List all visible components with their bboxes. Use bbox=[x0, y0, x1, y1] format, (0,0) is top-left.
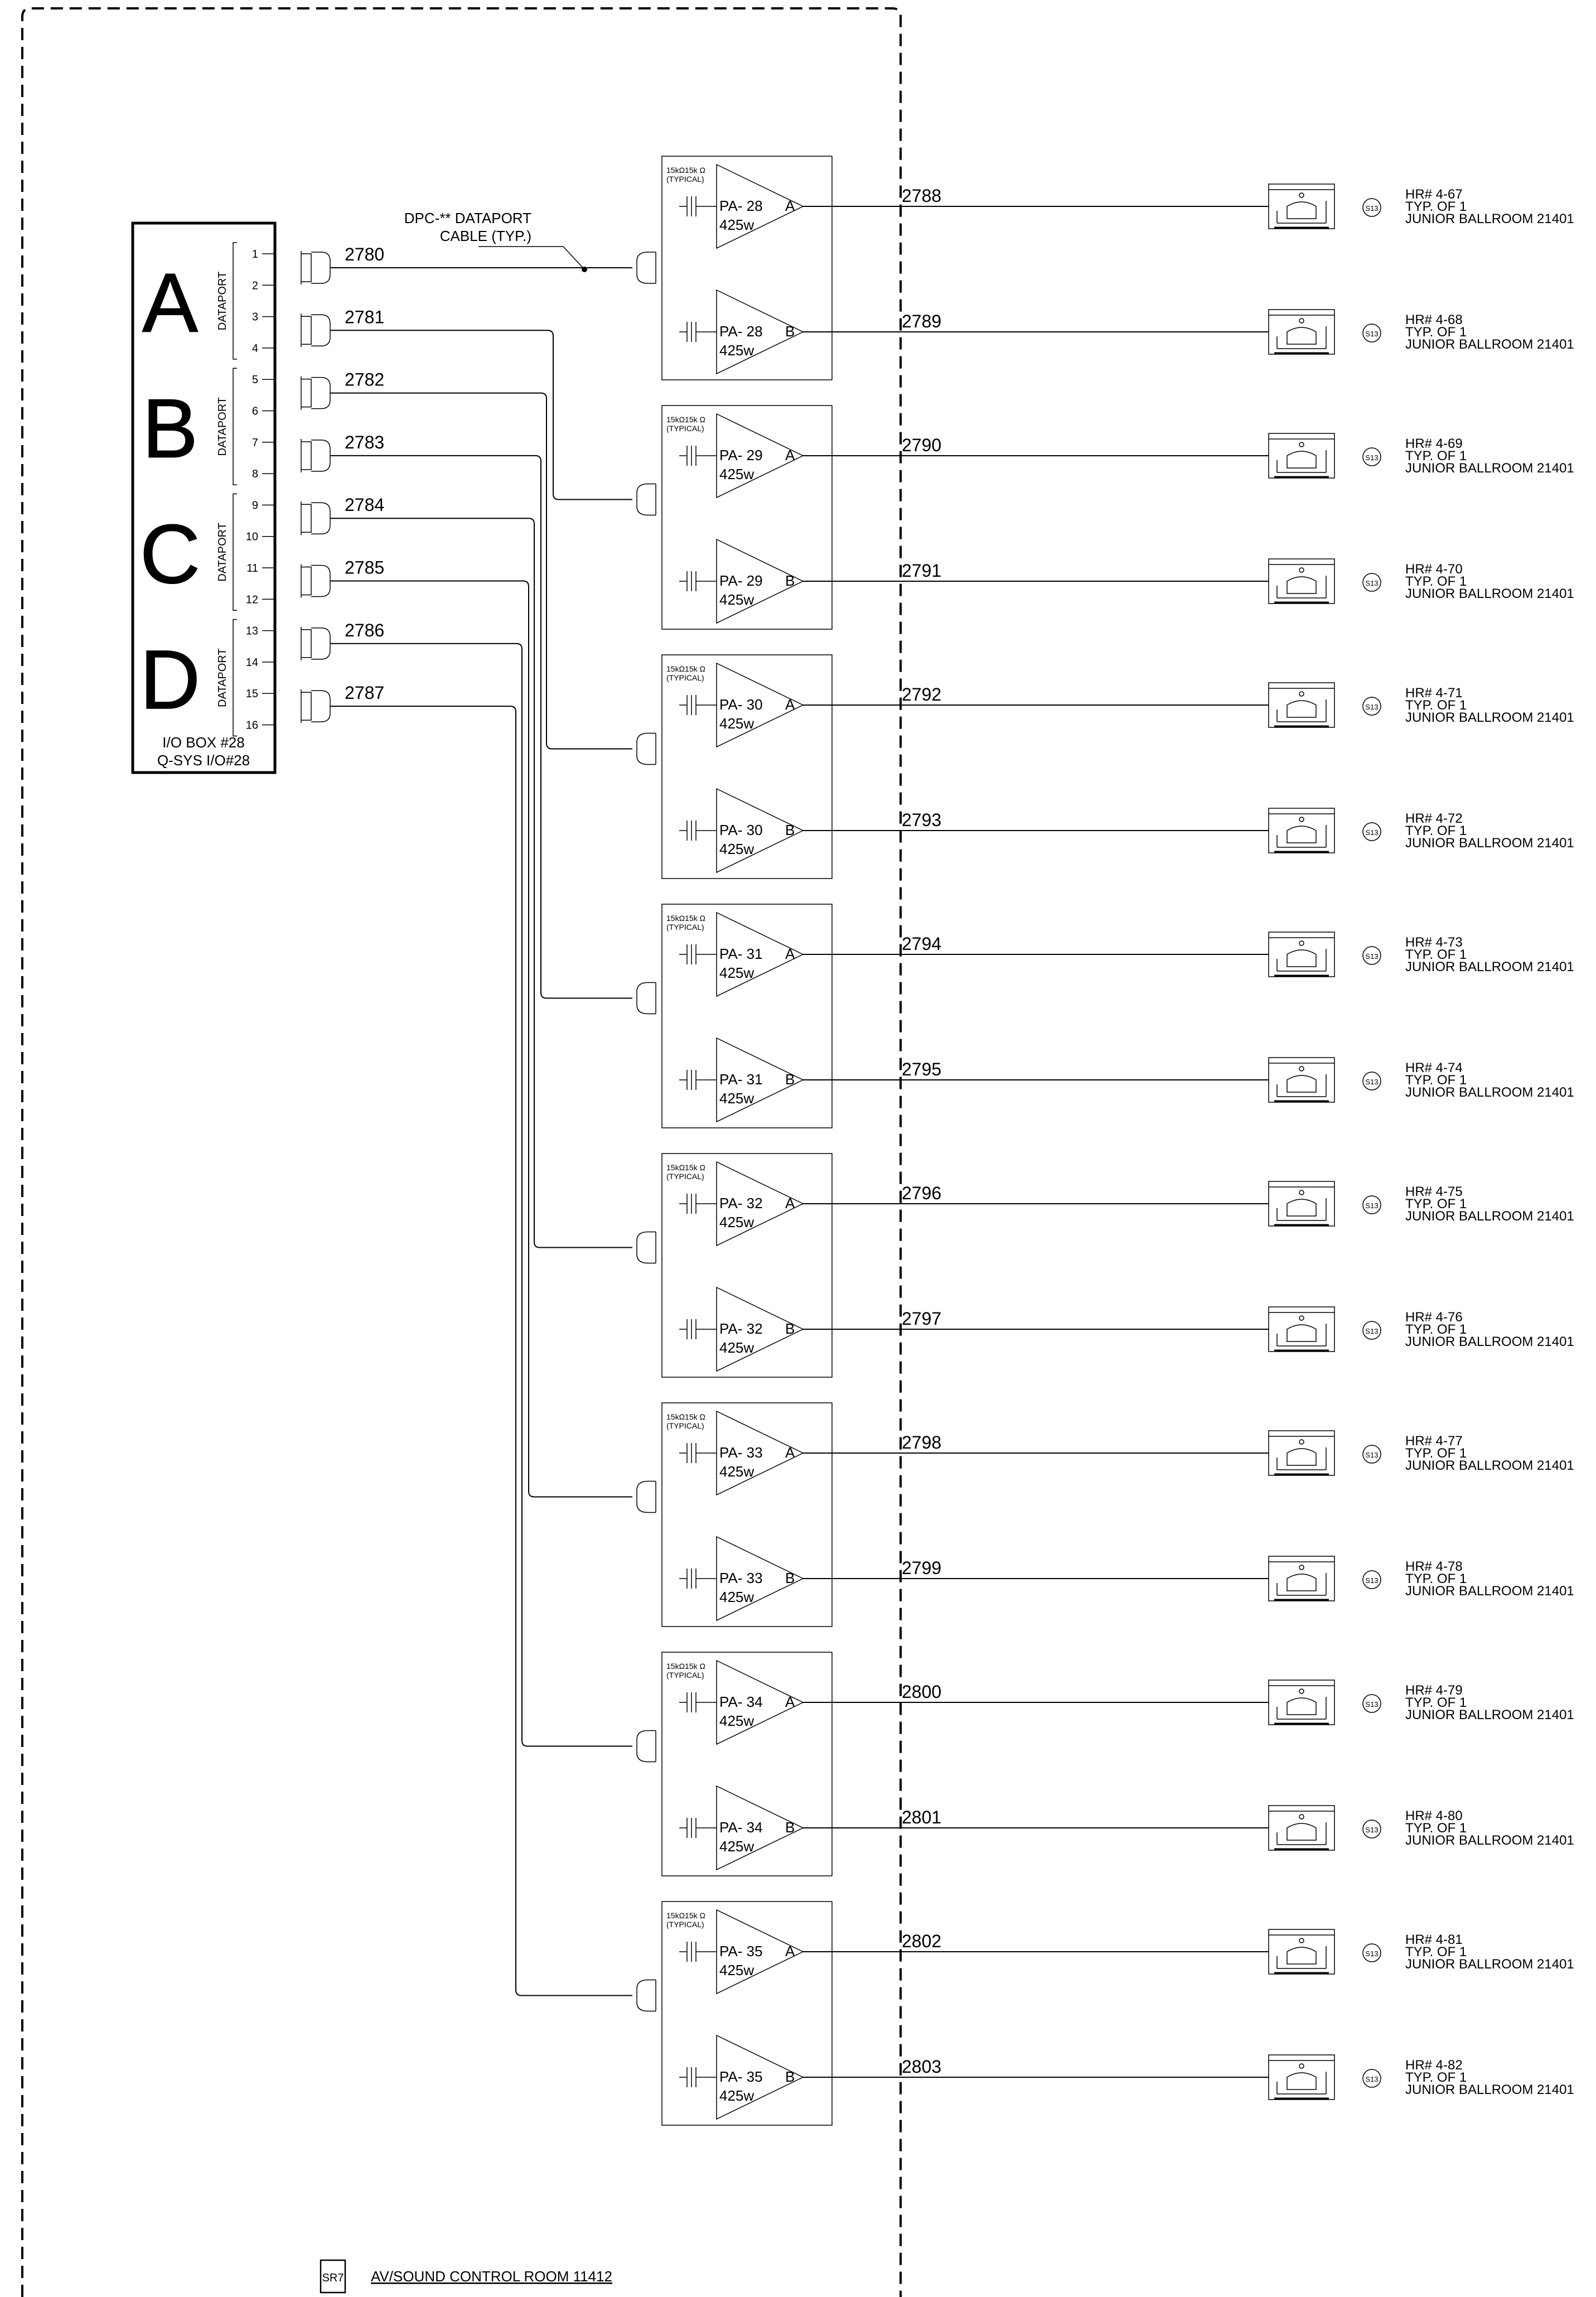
speaker-location: JUNIOR BALLROOM 21401 bbox=[1405, 1209, 1574, 1224]
speaker-hr-number: HR# 4-69 bbox=[1405, 436, 1463, 451]
amp-channel-letter: A bbox=[785, 1943, 795, 1960]
input-cable-number: 2782 bbox=[345, 369, 385, 390]
speaker-typ: TYP. OF 1 bbox=[1405, 574, 1467, 589]
speaker-output bbox=[803, 433, 1574, 478]
amp-impedance-note: (TYPICAL) bbox=[666, 1920, 704, 1929]
transformer-icon bbox=[679, 1569, 717, 1589]
amp-name: PA- 32 bbox=[719, 1195, 763, 1212]
control-room-boundary bbox=[22, 8, 901, 2297]
io-letter-c: C bbox=[139, 506, 201, 601]
amp-impedance: 15kΩ15k Ω bbox=[666, 166, 705, 175]
amp-name: PA- 28 bbox=[719, 323, 763, 340]
transformer-icon bbox=[679, 1942, 717, 1962]
input-cable-wire bbox=[330, 706, 632, 1995]
ceiling-speaker-icon bbox=[1269, 683, 1334, 727]
speaker-symbol-text: S13 bbox=[1365, 952, 1379, 961]
speaker-symbol-text: S13 bbox=[1365, 330, 1379, 338]
amp-power: 425w bbox=[719, 2087, 755, 2104]
amp-channel bbox=[679, 1537, 803, 1620]
amp-name: PA- 34 bbox=[719, 1819, 763, 1836]
amplifier-unit bbox=[662, 1902, 832, 2125]
amp-impedance-note: (TYPICAL) bbox=[666, 175, 704, 184]
amp-impedance-note: (TYPICAL) bbox=[666, 1172, 704, 1181]
connector-icon bbox=[637, 252, 656, 283]
amp-name: PA- 31 bbox=[719, 1071, 763, 1088]
speaker-cable-number: 2788 bbox=[902, 186, 942, 206]
io-pin-number: 11 bbox=[246, 562, 258, 575]
amp-power: 425w bbox=[719, 1090, 755, 1107]
input-cable-number: 2786 bbox=[345, 620, 385, 640]
amp-channel-letter: A bbox=[785, 197, 795, 214]
io-pin-number: 6 bbox=[252, 405, 258, 418]
amp-name: PA- 33 bbox=[719, 1444, 763, 1461]
connector-icon bbox=[637, 1980, 656, 2011]
input-cable-number: 2783 bbox=[345, 432, 385, 452]
speaker-cable-number: 2795 bbox=[902, 1059, 942, 1079]
speaker-symbol-text: S13 bbox=[1365, 1576, 1379, 1585]
amp-impedance-note: (TYPICAL) bbox=[666, 923, 704, 932]
input-cable-wire bbox=[330, 456, 632, 998]
amp-power: 425w bbox=[719, 1712, 755, 1729]
speaker-output bbox=[803, 1806, 1574, 1850]
input-cable-wire bbox=[330, 644, 632, 1746]
speaker-symbol-text: S13 bbox=[1365, 204, 1379, 213]
speaker-location: JUNIOR BALLROOM 21401 bbox=[1405, 211, 1574, 226]
amp-channel bbox=[679, 290, 803, 374]
connector-icon bbox=[301, 439, 330, 472]
speaker-hr-number: HR# 4-76 bbox=[1405, 1310, 1463, 1325]
speaker-hr-number: HR# 4-81 bbox=[1405, 1932, 1463, 1947]
transformer-icon bbox=[679, 695, 717, 715]
amp-impedance-note: (TYPICAL) bbox=[666, 1421, 704, 1430]
connector-icon bbox=[637, 1232, 656, 1263]
io-pin-number: 10 bbox=[245, 530, 258, 543]
amp-impedance: 15kΩ15k Ω bbox=[666, 914, 705, 923]
speaker-hr-number: HR# 4-75 bbox=[1405, 1184, 1463, 1199]
amp-impedance: 15kΩ15k Ω bbox=[666, 1163, 705, 1172]
ceiling-speaker-icon bbox=[1269, 1181, 1334, 1226]
amp-impedance: 15kΩ15k Ω bbox=[666, 1911, 705, 1920]
speaker-cable-number: 2796 bbox=[902, 1183, 942, 1203]
dataport-bracket bbox=[233, 243, 237, 359]
amp-channel-letter: B bbox=[785, 1320, 795, 1337]
ceiling-speaker-icon bbox=[1269, 1058, 1334, 1102]
dataport-bracket bbox=[233, 494, 237, 610]
amplifier-unit bbox=[662, 1403, 832, 1627]
amp-channel-letter: B bbox=[785, 323, 795, 340]
speaker-symbol-text: S13 bbox=[1365, 1826, 1379, 1834]
amp-impedance: 15kΩ15k Ω bbox=[666, 1662, 705, 1671]
speaker-cable-number: 2797 bbox=[902, 1309, 942, 1329]
io-pin-number: 14 bbox=[245, 656, 258, 669]
speaker-output bbox=[803, 1307, 1574, 1352]
ceiling-speaker-icon bbox=[1269, 2055, 1334, 2100]
speaker-symbol-text: S13 bbox=[1365, 828, 1379, 837]
transformer-icon bbox=[679, 1070, 717, 1090]
speaker-output bbox=[803, 1431, 1574, 1475]
io-box-pin-list bbox=[246, 248, 275, 732]
speaker-typ: TYP. OF 1 bbox=[1405, 1821, 1467, 1836]
ceiling-speaker-icon bbox=[1269, 1929, 1334, 1974]
transformer-icon bbox=[679, 2067, 717, 2087]
speaker-symbol-text: S13 bbox=[1365, 1078, 1379, 1086]
dataport-label: DATAPORT bbox=[216, 397, 229, 456]
transformer-icon bbox=[679, 1443, 717, 1463]
speaker-output bbox=[803, 1929, 1574, 1974]
speaker-cable-number: 2798 bbox=[902, 1432, 942, 1452]
amp-name: PA- 30 bbox=[719, 822, 763, 838]
speaker-symbol-text: S13 bbox=[1365, 2075, 1379, 2083]
io-pin-number: 8 bbox=[252, 468, 258, 481]
amp-name: PA- 28 bbox=[719, 197, 763, 214]
speaker-cable-number: 2802 bbox=[902, 1931, 942, 1951]
speaker-typ: TYP. OF 1 bbox=[1405, 698, 1467, 713]
amp-channel bbox=[679, 1287, 803, 1371]
amp-name: PA- 32 bbox=[719, 1320, 763, 1337]
io-letter-d: D bbox=[139, 633, 201, 727]
speaker-output bbox=[803, 1058, 1574, 1102]
io-box-port-letters bbox=[140, 243, 237, 736]
speaker-hr-number: HR# 4-72 bbox=[1405, 811, 1463, 826]
amp-channel-letter: B bbox=[785, 822, 795, 838]
room-label: AV/SOUND CONTROL ROOM 11412 bbox=[371, 2268, 612, 2285]
io-pin-number: 7 bbox=[252, 436, 258, 449]
connector-icon bbox=[301, 251, 330, 284]
transformer-icon bbox=[679, 196, 717, 216]
speaker-hr-number: HR# 4-67 bbox=[1405, 187, 1463, 202]
speaker-cable-number: 2789 bbox=[902, 311, 942, 331]
speaker-output bbox=[803, 559, 1574, 604]
ceiling-speaker-icon bbox=[1269, 1307, 1334, 1352]
speaker-cable-number: 2790 bbox=[902, 435, 942, 455]
amp-channel-letter: B bbox=[785, 1071, 795, 1088]
io-pin-number: 15 bbox=[245, 688, 258, 701]
speaker-outputs bbox=[803, 184, 1574, 2100]
transformer-icon bbox=[679, 944, 717, 964]
input-cable-number: 2785 bbox=[345, 557, 385, 578]
amp-power: 425w bbox=[719, 342, 755, 359]
connector-icon bbox=[637, 1731, 656, 1762]
speaker-location: JUNIOR BALLROOM 21401 bbox=[1405, 586, 1574, 601]
speaker-typ: TYP. OF 1 bbox=[1405, 325, 1467, 340]
speaker-output bbox=[803, 932, 1574, 977]
amp-name: PA- 29 bbox=[719, 572, 763, 589]
speaker-output bbox=[803, 184, 1574, 229]
io-pin-number: 9 bbox=[252, 499, 258, 512]
connector-icon bbox=[637, 484, 656, 515]
speaker-typ: TYP. OF 1 bbox=[1405, 1446, 1467, 1461]
speaker-cable-number: 2803 bbox=[902, 2057, 942, 2077]
speaker-location: JUNIOR BALLROOM 21401 bbox=[1405, 1085, 1574, 1100]
speaker-output bbox=[803, 310, 1574, 354]
amp-power: 425w bbox=[719, 1339, 755, 1356]
speaker-location: JUNIOR BALLROOM 21401 bbox=[1405, 461, 1574, 476]
transformer-icon bbox=[679, 446, 717, 466]
io-pin-number: 2 bbox=[252, 279, 258, 292]
speaker-typ: TYP. OF 1 bbox=[1405, 1944, 1467, 1960]
speaker-hr-number: HR# 4-78 bbox=[1405, 1559, 1463, 1574]
speaker-typ: TYP. OF 1 bbox=[1405, 1073, 1467, 1088]
ceiling-speaker-icon bbox=[1269, 310, 1334, 354]
room-tag: SR7 bbox=[322, 2272, 344, 2284]
ceiling-speaker-icon bbox=[1269, 1680, 1334, 1725]
amplifier-unit bbox=[662, 1154, 832, 1377]
io-pin-number: 16 bbox=[245, 719, 258, 732]
amp-channel-letter: A bbox=[785, 945, 795, 962]
connector-icon bbox=[301, 564, 330, 598]
speaker-typ: TYP. OF 1 bbox=[1405, 1571, 1467, 1586]
speaker-typ: TYP. OF 1 bbox=[1405, 2070, 1467, 2085]
amp-channel bbox=[679, 2035, 803, 2119]
amp-channel-letter: A bbox=[785, 1444, 795, 1461]
speaker-hr-number: HR# 4-68 bbox=[1405, 312, 1463, 327]
amp-power: 425w bbox=[719, 841, 755, 857]
amp-power: 425w bbox=[719, 591, 755, 608]
amplifier-unit bbox=[662, 156, 832, 380]
io-box-name-line2: Q-SYS I/O#28 bbox=[157, 752, 250, 769]
callout-line1: DPC-** DATAPORT bbox=[404, 210, 531, 226]
speaker-typ: TYP. OF 1 bbox=[1405, 1196, 1467, 1212]
speaker-location: JUNIOR BALLROOM 21401 bbox=[1405, 1334, 1574, 1349]
speaker-location: JUNIOR BALLROOM 21401 bbox=[1405, 2082, 1574, 2097]
callout-leader bbox=[478, 247, 584, 269]
io-pin-number: 12 bbox=[245, 593, 258, 606]
input-cable-number: 2780 bbox=[345, 244, 385, 264]
speaker-output bbox=[803, 1181, 1574, 1226]
amp-channel-letter: A bbox=[785, 1195, 795, 1212]
transformer-icon bbox=[679, 571, 717, 591]
amplifier-unit bbox=[662, 655, 832, 879]
speaker-hr-number: HR# 4-79 bbox=[1405, 1683, 1463, 1698]
io-pin-number: 1 bbox=[252, 248, 258, 260]
connector-icon bbox=[301, 627, 330, 660]
transformer-icon bbox=[679, 1194, 717, 1214]
speaker-hr-number: HR# 4-82 bbox=[1405, 2058, 1463, 2073]
speaker-hr-number: HR# 4-80 bbox=[1405, 1808, 1463, 1823]
amp-name: PA- 35 bbox=[719, 2068, 763, 2085]
speaker-cable-number: 2800 bbox=[902, 1682, 942, 1702]
ceiling-speaker-icon bbox=[1269, 932, 1334, 977]
input-cable-number: 2787 bbox=[345, 683, 385, 703]
io-letter-b: B bbox=[142, 381, 199, 475]
speaker-output bbox=[803, 2055, 1574, 2100]
connector-icon bbox=[301, 313, 330, 347]
transformer-icon bbox=[679, 1319, 717, 1339]
io-pin-number: 3 bbox=[252, 311, 258, 324]
amp-power: 425w bbox=[719, 964, 755, 981]
amp-channel-letter: A bbox=[785, 1693, 795, 1710]
dataport-bracket bbox=[233, 620, 237, 736]
ceiling-speaker-icon bbox=[1269, 1556, 1334, 1601]
ceiling-speaker-icon bbox=[1269, 808, 1334, 853]
dataport-label: DATAPORT bbox=[216, 523, 229, 582]
speaker-typ: TYP. OF 1 bbox=[1405, 1695, 1467, 1710]
speaker-symbol-text: S13 bbox=[1365, 1700, 1379, 1709]
speaker-symbol-text: S13 bbox=[1365, 1949, 1379, 1958]
speaker-location: JUNIOR BALLROOM 21401 bbox=[1405, 959, 1574, 974]
speaker-typ: TYP. OF 1 bbox=[1405, 1322, 1467, 1337]
amp-channel bbox=[679, 1786, 803, 1870]
speaker-location: JUNIOR BALLROOM 21401 bbox=[1405, 1584, 1574, 1599]
ceiling-speaker-icon bbox=[1269, 433, 1334, 478]
speaker-symbol-text: S13 bbox=[1365, 1201, 1379, 1210]
input-cable-number: 2781 bbox=[345, 307, 385, 327]
speaker-location: JUNIOR BALLROOM 21401 bbox=[1405, 1707, 1574, 1722]
io-pin-number: 5 bbox=[252, 374, 258, 387]
speaker-cable-number: 2793 bbox=[902, 810, 942, 830]
speaker-cable-number: 2794 bbox=[902, 934, 942, 954]
speaker-typ: TYP. OF 1 bbox=[1405, 823, 1467, 838]
io-pin-number: 4 bbox=[252, 342, 258, 355]
amp-impedance-note: (TYPICAL) bbox=[666, 424, 704, 433]
amp-name: PA- 33 bbox=[719, 1570, 763, 1586]
amp-impedance: 15kΩ15k Ω bbox=[666, 664, 705, 673]
connector-icon bbox=[301, 501, 330, 535]
speaker-typ: TYP. OF 1 bbox=[1405, 947, 1467, 962]
amp-name: PA- 29 bbox=[719, 447, 763, 464]
speaker-symbol-text: S13 bbox=[1365, 1451, 1379, 1459]
input-cable-wire bbox=[330, 330, 632, 499]
speaker-hr-number: HR# 4-74 bbox=[1405, 1060, 1463, 1075]
amplifier-stack bbox=[662, 156, 832, 2125]
connector-icon bbox=[301, 689, 330, 723]
amp-power: 425w bbox=[719, 216, 755, 233]
connector-icon bbox=[637, 1482, 656, 1513]
amp-name: PA- 35 bbox=[719, 1943, 763, 1960]
speaker-symbol-text: S13 bbox=[1365, 579, 1379, 587]
io-letter-a: A bbox=[142, 255, 199, 350]
amplifier-unit bbox=[662, 406, 832, 629]
input-cables bbox=[301, 244, 656, 2011]
amp-channel-letter: B bbox=[785, 1819, 795, 1836]
connector-icon bbox=[637, 983, 656, 1014]
amp-channel bbox=[679, 1038, 803, 1122]
speaker-cable-number: 2791 bbox=[902, 561, 942, 581]
ceiling-speaker-icon bbox=[1269, 1806, 1334, 1850]
speaker-cable-number: 2799 bbox=[902, 1558, 942, 1578]
transformer-icon bbox=[679, 322, 717, 342]
connector-icon bbox=[637, 734, 656, 765]
speaker-symbol-text: S13 bbox=[1365, 1327, 1379, 1335]
transformer-icon bbox=[679, 821, 717, 841]
input-cable-wire bbox=[330, 581, 632, 1497]
amp-impedance: 15kΩ15k Ω bbox=[666, 415, 705, 424]
speaker-typ: TYP. OF 1 bbox=[1405, 199, 1467, 214]
amp-name: PA- 34 bbox=[719, 1693, 763, 1710]
speaker-location: JUNIOR BALLROOM 21401 bbox=[1405, 337, 1574, 352]
speaker-hr-number: HR# 4-70 bbox=[1405, 562, 1463, 577]
amp-power: 425w bbox=[719, 1589, 755, 1605]
amplifier-unit bbox=[662, 904, 832, 1128]
io-pin-number: 13 bbox=[245, 625, 258, 638]
speaker-location: JUNIOR BALLROOM 21401 bbox=[1405, 710, 1574, 725]
amp-channel-letter: A bbox=[785, 696, 795, 713]
amp-impedance-note: (TYPICAL) bbox=[666, 1671, 704, 1680]
amp-channel bbox=[679, 539, 803, 623]
speaker-location: JUNIOR BALLROOM 21401 bbox=[1405, 1957, 1574, 1972]
speaker-cable-number: 2792 bbox=[902, 684, 942, 704]
speaker-hr-number: HR# 4-73 bbox=[1405, 935, 1463, 950]
speaker-location: JUNIOR BALLROOM 21401 bbox=[1405, 1833, 1574, 1848]
amp-channel-letter: B bbox=[785, 572, 795, 589]
amp-power: 425w bbox=[719, 466, 755, 482]
speaker-location: JUNIOR BALLROOM 21401 bbox=[1405, 1458, 1574, 1473]
speaker-cable-number: 2801 bbox=[902, 1807, 942, 1827]
dataport-label: DATAPORT bbox=[216, 271, 229, 331]
amp-impedance: 15kΩ15k Ω bbox=[666, 1412, 705, 1421]
ceiling-speaker-icon bbox=[1269, 184, 1334, 229]
transformer-icon bbox=[679, 1818, 717, 1838]
speaker-output bbox=[803, 1556, 1574, 1601]
dataport-label: DATAPORT bbox=[216, 648, 229, 707]
ceiling-speaker-icon bbox=[1269, 559, 1334, 604]
speaker-output bbox=[803, 683, 1574, 727]
amp-power: 425w bbox=[719, 1838, 755, 1855]
speaker-typ: TYP. OF 1 bbox=[1405, 448, 1467, 464]
amp-power: 425w bbox=[719, 1962, 755, 1978]
speaker-output bbox=[803, 808, 1574, 853]
amp-power: 425w bbox=[719, 715, 755, 732]
speaker-location: JUNIOR BALLROOM 21401 bbox=[1405, 836, 1574, 851]
callout-line2: CABLE (TYP.) bbox=[439, 228, 531, 244]
amp-channel-letter: A bbox=[785, 447, 795, 464]
ceiling-speaker-icon bbox=[1269, 1431, 1334, 1475]
transformer-icon bbox=[679, 1692, 717, 1712]
io-box-name-line1: I/O BOX #28 bbox=[162, 734, 245, 751]
speaker-output bbox=[803, 1680, 1574, 1725]
amp-impedance-note: (TYPICAL) bbox=[666, 673, 704, 682]
amp-channel bbox=[679, 789, 803, 872]
amp-channel-letter: B bbox=[785, 1570, 795, 1586]
speaker-symbol-text: S13 bbox=[1365, 453, 1379, 462]
amp-power: 425w bbox=[719, 1463, 755, 1480]
speaker-hr-number: HR# 4-77 bbox=[1405, 1434, 1463, 1449]
amplifier-unit bbox=[662, 1652, 832, 1876]
speaker-symbol-text: S13 bbox=[1365, 703, 1379, 711]
amp-name: PA- 31 bbox=[719, 945, 763, 962]
dataport-bracket bbox=[233, 368, 237, 485]
input-cable-number: 2784 bbox=[345, 495, 385, 515]
amp-power: 425w bbox=[719, 1214, 755, 1230]
amp-name: PA- 30 bbox=[719, 696, 763, 713]
connector-icon bbox=[301, 377, 330, 410]
speaker-hr-number: HR# 4-71 bbox=[1405, 686, 1463, 701]
amp-channel-letter: B bbox=[785, 2068, 795, 2085]
